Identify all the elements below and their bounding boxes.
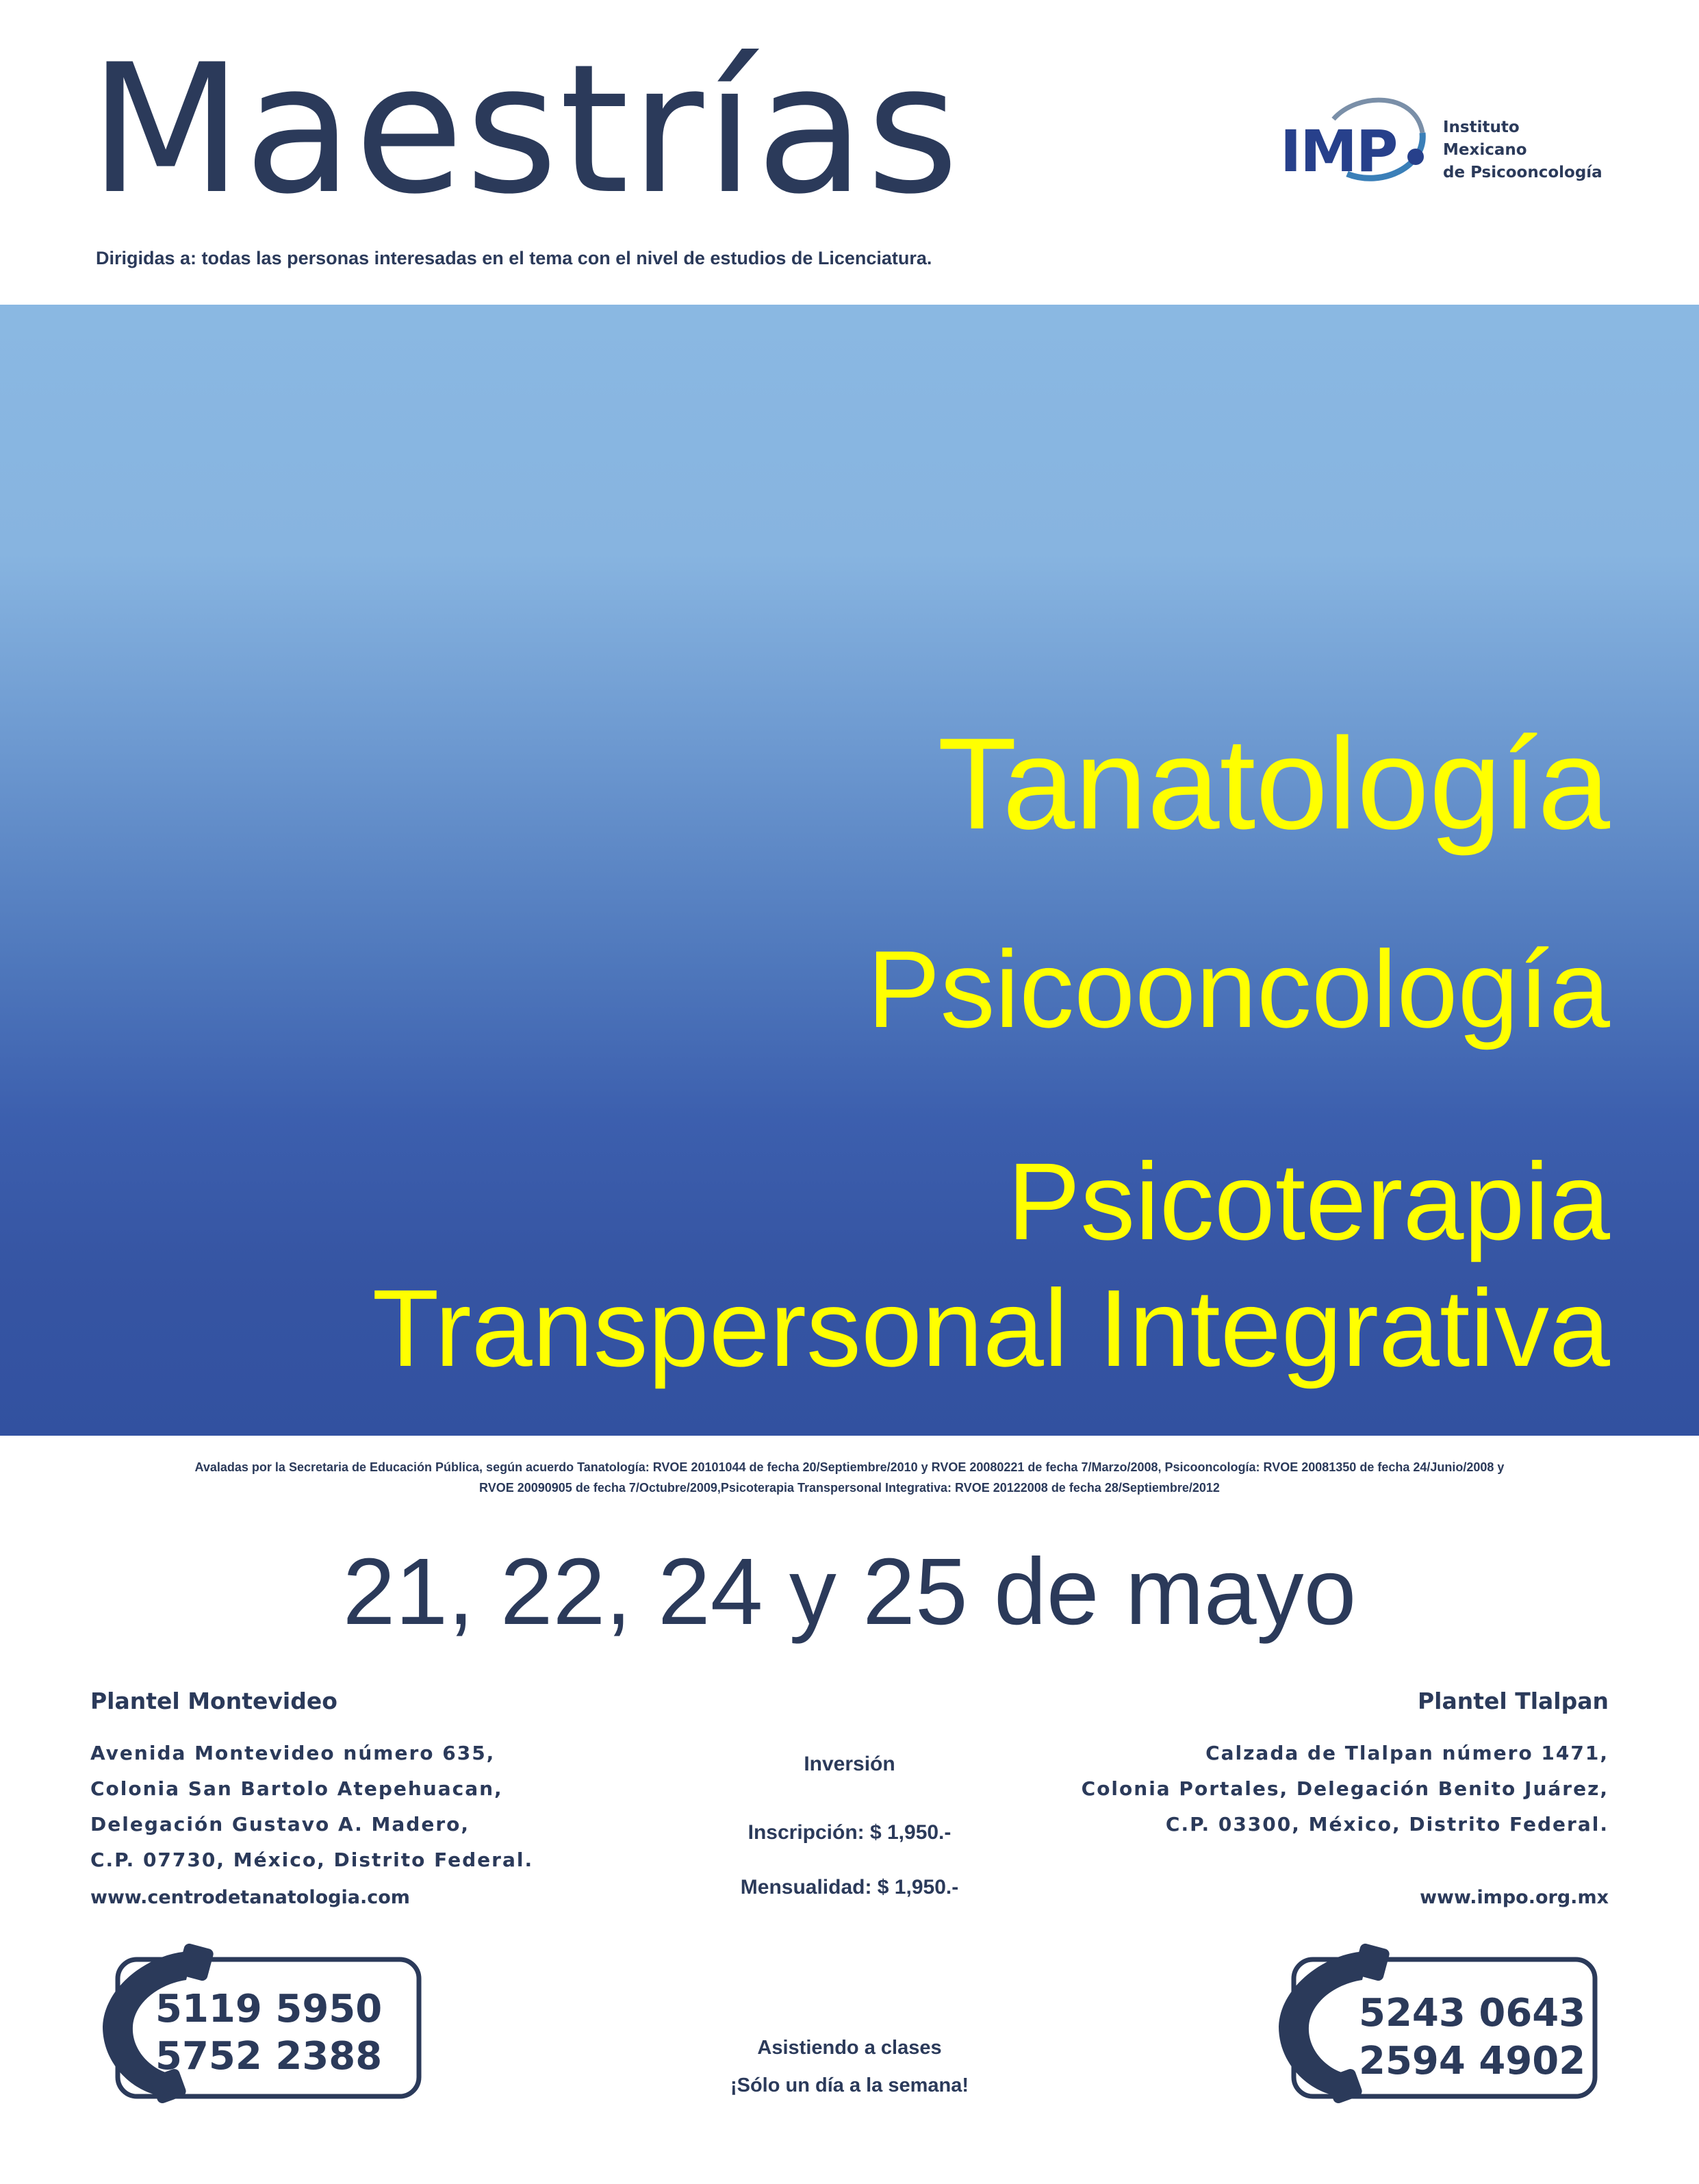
campus-right-phone-2: 2594 4902 <box>1359 2039 1586 2083</box>
campus-right-phone-box <box>1266 1938 1609 2109</box>
program-psicoterapia: Psicoterapia <box>1007 1140 1610 1262</box>
campus-right-address-line: Colonia Portales, Delegación Benito Juárez, <box>1081 1777 1609 1800</box>
campus-right-address-line: C.P. 03300, México, Distrito Federal. <box>1165 1813 1609 1836</box>
program-transpersonal: Transpersonal Integrativa <box>372 1267 1610 1389</box>
investment-heading: Inversión <box>804 1753 895 1775</box>
campus-left-address-line: Delegación Gustavo A. Madero, <box>90 1813 470 1836</box>
monthly-fee: Mensualidad: $ 1,950.- <box>740 1876 959 1899</box>
campus-left-website[interactable]: www.centrodetanatologia.com <box>90 1887 410 1908</box>
campus-right-address-line: Calzada de Tlalpan número 1471, <box>1205 1742 1609 1764</box>
accreditation-note <box>82 1457 1617 1498</box>
institute-name-line3: de Psicooncología <box>1443 164 1602 181</box>
campus-left-phone-1: 5119 5950 <box>155 1987 383 2031</box>
page-title: Maestrías <box>89 27 960 233</box>
target-audience: Dirigidas a: todas las personas interesadas en el tema con el nivel de estudios de Licenciatura. <box>96 248 932 268</box>
logo-mark: IMP <box>1280 118 1397 185</box>
accreditation-line2: RVOE 20090905 de fecha 7/Octubre/2009,Psicoterapia Transpersonal Integrativa: RVOE 20122008 de fecha 28/Septiembre/2012 <box>479 1481 1220 1495</box>
schedule-line1: Asistiendo a clases <box>757 2037 942 2059</box>
campus-left-address-line: C.P. 07730, México, Distrito Federal. <box>90 1849 534 1871</box>
campus-left-phone-box <box>90 1938 433 2109</box>
program-tanatologia: Tanatología <box>937 711 1610 856</box>
campus-right-address <box>1082 1736 1609 1842</box>
institute-name-line1: Instituto <box>1443 118 1520 136</box>
institute-name-line2: Mexicano <box>1443 141 1527 159</box>
imp-logo <box>1280 89 1609 192</box>
campus-right-website[interactable]: www.impo.org.mx <box>1420 1887 1609 1908</box>
campus-right-phone-1: 5243 0643 <box>1359 1991 1586 2035</box>
institute-name <box>1443 116 1602 184</box>
campus-left-address <box>90 1736 533 1878</box>
course-dates: 21, 22, 24 y 25 de mayo <box>342 1539 1357 1645</box>
program-psicooncologia: Psicooncología <box>867 928 1610 1050</box>
accreditation-line1: Avaladas por la Secretaria de Educación Pública, según acuerdo Tanatología: RVOE 20101044 de fecha 20/Septiembre/2010 y RVOE 20080221 de fecha 7/Marzo/2008, Psicooncología: RVOE 20081350 de fecha 24/Junio/2008 y <box>194 1460 1505 1474</box>
campus-left-title: Plantel Montevideo <box>90 1688 337 1714</box>
campus-left-address-line: Colonia San Bartolo Atepehuacan, <box>90 1777 503 1800</box>
enrollment-fee: Inscripción: $ 1,950.- <box>748 1821 951 1844</box>
campus-right-title: Plantel Tlalpan <box>1417 1688 1609 1714</box>
schedule-line2: ¡Sólo un día a la semana! <box>730 2074 969 2096</box>
campus-left-phone-2: 5752 2388 <box>155 2034 383 2079</box>
campus-left-address-line: Avenida Montevideo número 635, <box>90 1742 496 1764</box>
